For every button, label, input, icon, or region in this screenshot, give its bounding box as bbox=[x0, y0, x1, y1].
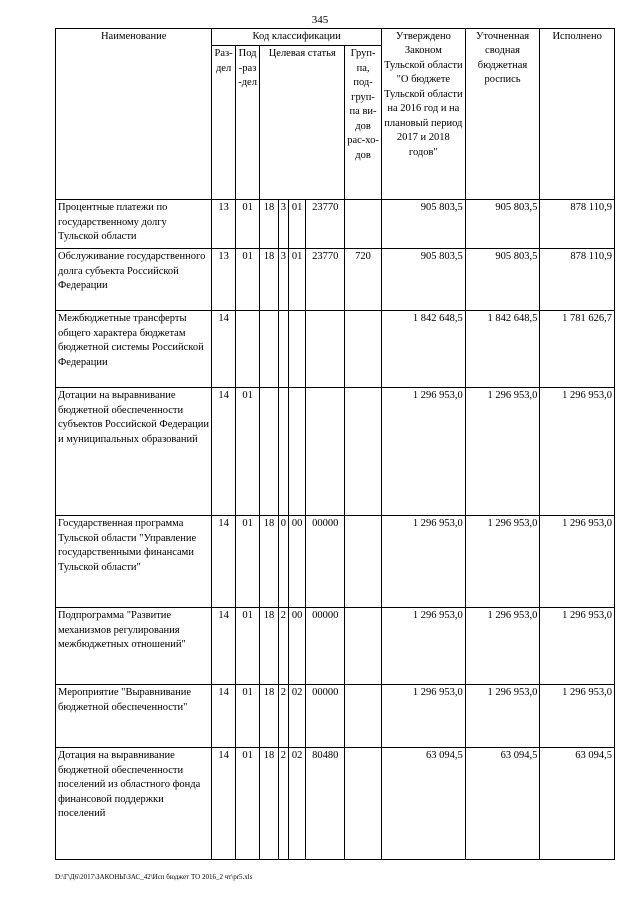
row-approved: 1 296 953,0 bbox=[381, 608, 465, 685]
row-target-4 bbox=[306, 311, 345, 388]
row-podrazdel: 01 bbox=[235, 516, 260, 608]
row-group: 720 bbox=[345, 249, 382, 311]
row-target-1: 18 bbox=[260, 249, 278, 311]
row-name: Мероприятие "Выравнивание бюджетной обеспеченности" bbox=[56, 685, 212, 748]
row-razdel: 14 bbox=[212, 388, 236, 516]
row-approved: 63 094,5 bbox=[381, 748, 465, 860]
row-refined: 1 296 953,0 bbox=[465, 516, 540, 608]
budget-table bbox=[55, 28, 615, 860]
row-razdel: 14 bbox=[212, 608, 236, 685]
header-name: Наименование bbox=[56, 29, 212, 200]
row-approved: 1 296 953,0 bbox=[381, 685, 465, 748]
header-refined: Уточненная сводная бюджетная роспись bbox=[465, 29, 540, 200]
row-refined: 63 094,5 bbox=[465, 748, 540, 860]
row-razdel: 14 bbox=[212, 748, 236, 860]
row-podrazdel: 01 bbox=[235, 685, 260, 748]
row-refined: 1 296 953,0 bbox=[465, 685, 540, 748]
table-row bbox=[56, 311, 615, 388]
row-approved: 1 842 648,5 bbox=[381, 311, 465, 388]
row-name: Дотация на выравнивание бюджетной обеспеченности поселений из областного фонда финансовой поддержки поселений bbox=[56, 748, 212, 860]
header-podrazdel: Под-раз-дел bbox=[235, 46, 260, 200]
row-executed: 1 781 626,7 bbox=[540, 311, 615, 388]
row-razdel: 13 bbox=[212, 249, 236, 311]
row-target-3: 01 bbox=[288, 200, 305, 249]
row-name: Обслуживание государственного долга субъекта Российской Федерации bbox=[56, 249, 212, 311]
row-refined: 905 803,5 bbox=[465, 249, 540, 311]
row-name: Дотации на выравнивание бюджетной обеспеченности субъектов Российской Федерации и муниципальных образований bbox=[56, 388, 212, 516]
row-target-4: 00000 bbox=[306, 516, 345, 608]
row-approved: 905 803,5 bbox=[381, 200, 465, 249]
table-body bbox=[56, 200, 615, 860]
row-target-3: 00 bbox=[288, 608, 305, 685]
table-row bbox=[56, 388, 615, 516]
row-target-3: 02 bbox=[288, 748, 305, 860]
row-target-3 bbox=[288, 311, 305, 388]
row-target-2: 2 bbox=[278, 685, 288, 748]
header-approved: Утверждено Законом Тульской области "О бюджете Тульской области на 2016 год и на плановый период 2017 и 2018 годов" bbox=[381, 29, 465, 200]
row-target-1 bbox=[260, 388, 278, 516]
row-executed: 878 110,9 bbox=[540, 249, 615, 311]
row-executed: 878 110,9 bbox=[540, 200, 615, 249]
row-target-4: 00000 bbox=[306, 608, 345, 685]
header-target: Целевая статья bbox=[260, 46, 345, 200]
row-target-4: 80480 bbox=[306, 748, 345, 860]
row-target-3: 01 bbox=[288, 249, 305, 311]
row-name: Межбюджетные трансферты общего характера бюджетам бюджетной системы Российской Федерации bbox=[56, 311, 212, 388]
row-refined: 1 842 648,5 bbox=[465, 311, 540, 388]
row-podrazdel: 01 bbox=[235, 748, 260, 860]
row-executed: 1 296 953,0 bbox=[540, 516, 615, 608]
table-row bbox=[56, 748, 615, 860]
row-target-2 bbox=[278, 388, 288, 516]
row-podrazdel: 01 bbox=[235, 608, 260, 685]
row-razdel: 13 bbox=[212, 200, 236, 249]
row-approved: 905 803,5 bbox=[381, 249, 465, 311]
header-executed: Исполнено bbox=[540, 29, 615, 200]
row-name: Подпрограмма "Развитие механизмов регулирования межбюджетных отношений" bbox=[56, 608, 212, 685]
row-group bbox=[345, 516, 382, 608]
table-row bbox=[56, 200, 615, 249]
table-row bbox=[56, 249, 615, 311]
page-number: 345 bbox=[311, 14, 329, 26]
row-executed: 1 296 953,0 bbox=[540, 685, 615, 748]
row-group bbox=[345, 388, 382, 516]
row-refined: 1 296 953,0 bbox=[465, 388, 540, 516]
row-target-1: 18 bbox=[260, 748, 278, 860]
table-row bbox=[56, 608, 615, 685]
row-name: Государственная программа Тульской области "Управление государственными финансами Тульской области" bbox=[56, 516, 212, 608]
row-executed: 63 094,5 bbox=[540, 748, 615, 860]
row-podrazdel bbox=[235, 311, 260, 388]
file-path-footer: D:\Г\Д6\2017\ЗАКОНЫ\ЗАС_42\Исп бюджет ТО 2016_2 чт\pr5.xls bbox=[55, 873, 253, 881]
row-refined: 1 296 953,0 bbox=[465, 608, 540, 685]
row-razdel: 14 bbox=[212, 685, 236, 748]
row-target-4: 23770 bbox=[306, 200, 345, 249]
row-target-4: 00000 bbox=[306, 685, 345, 748]
row-target-2: 3 bbox=[278, 249, 288, 311]
table-row bbox=[56, 516, 615, 608]
row-razdel: 14 bbox=[212, 311, 236, 388]
row-name: Процентные платежи по государственному долгу Тульской области bbox=[56, 200, 212, 249]
header-razdel: Раз-дел bbox=[212, 46, 236, 200]
row-executed: 1 296 953,0 bbox=[540, 608, 615, 685]
row-target-3: 02 bbox=[288, 685, 305, 748]
header-group: Груп-па, под-груп-па ви-дов рас-хо-дов bbox=[345, 46, 382, 200]
row-target-1: 18 bbox=[260, 516, 278, 608]
row-approved: 1 296 953,0 bbox=[381, 388, 465, 516]
row-target-1 bbox=[260, 311, 278, 388]
row-group bbox=[345, 311, 382, 388]
header-code-group: Код классификации bbox=[212, 29, 382, 46]
row-target-2 bbox=[278, 311, 288, 388]
row-group bbox=[345, 685, 382, 748]
row-target-2: 0 bbox=[278, 516, 288, 608]
row-target-4: 23770 bbox=[306, 249, 345, 311]
row-executed: 1 296 953,0 bbox=[540, 388, 615, 516]
row-target-3 bbox=[288, 388, 305, 516]
row-podrazdel: 01 bbox=[235, 388, 260, 516]
row-target-1: 18 bbox=[260, 685, 278, 748]
row-target-4 bbox=[306, 388, 345, 516]
row-refined: 905 803,5 bbox=[465, 200, 540, 249]
row-group bbox=[345, 608, 382, 685]
row-target-2: 2 bbox=[278, 608, 288, 685]
row-razdel: 14 bbox=[212, 516, 236, 608]
row-target-3: 00 bbox=[288, 516, 305, 608]
row-target-1: 18 bbox=[260, 608, 278, 685]
row-target-2: 2 bbox=[278, 748, 288, 860]
row-target-2: 3 bbox=[278, 200, 288, 249]
row-target-1: 18 bbox=[260, 200, 278, 249]
row-podrazdel: 01 bbox=[235, 200, 260, 249]
row-approved: 1 296 953,0 bbox=[381, 516, 465, 608]
row-group bbox=[345, 200, 382, 249]
row-podrazdel: 01 bbox=[235, 249, 260, 311]
table-row bbox=[56, 685, 615, 748]
row-group bbox=[345, 748, 382, 860]
